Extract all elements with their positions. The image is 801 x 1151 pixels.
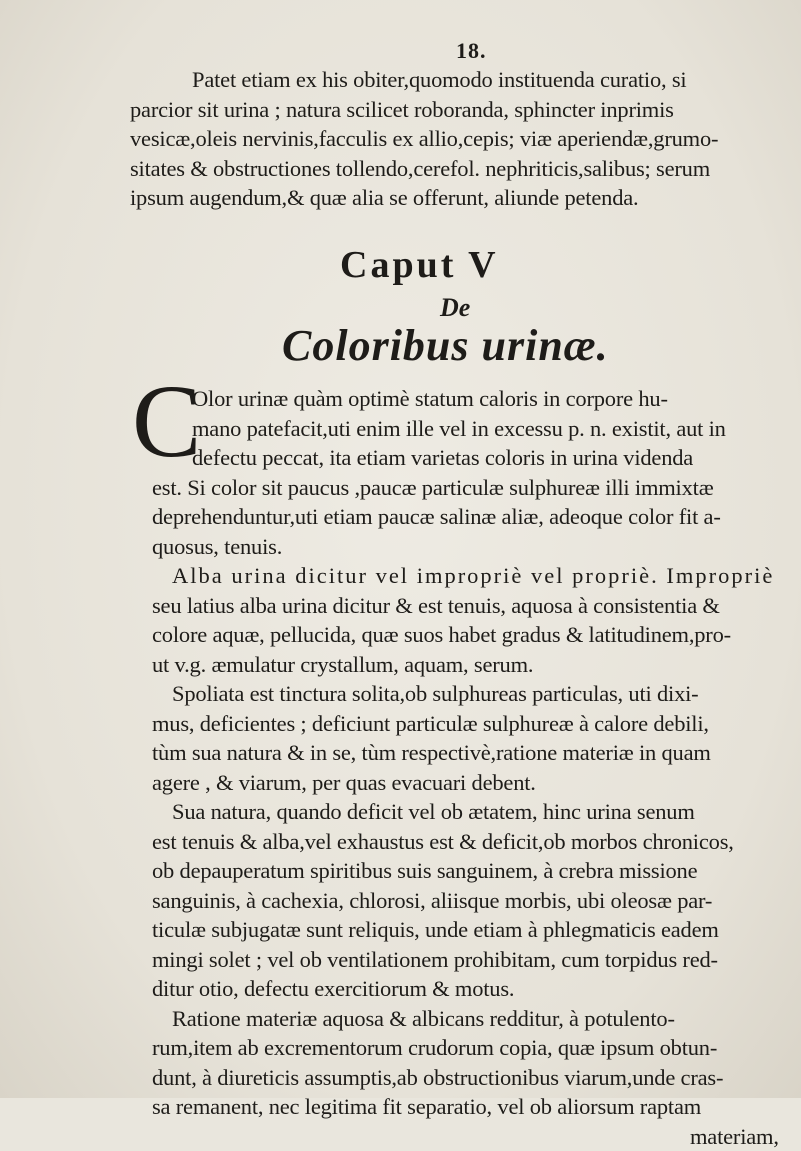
drop-cap: C [132,372,201,472]
text-line: quosus, tenuis. [130,532,790,562]
text-line: deprehenduntur,uti etiam paucæ salinæ aliæ, adeoque color fit a- [130,502,790,532]
text-line: Sua natura, quando deficit vel ob ætatem, hinc urina senum [130,797,790,827]
text-line: Patet etiam ex his obiter,quomodo instituenda curatio, si [130,65,790,95]
text-line: agere , & viarum, per quas evacuari debent. [130,768,790,798]
text-line: colore aquæ, pellucida, quæ suos habet gradus & latitudinem,pro- [130,620,790,650]
text-line: defectu peccat, ita etiam varietas coloris in urina videnda [130,443,790,473]
text-line: parcior sit urina ; natura scilicet roboranda, sphincter inprimis [130,95,790,125]
text-line: sa remanent, nec legitima fit separatio, vel ob aliorsum raptam [130,1092,790,1122]
text-line: ticulæ subjugatæ sunt reliquis, unde etiam à phlegmaticis eadem [130,915,790,945]
text-line: ut v.g. æmulatur crystallum, aquam, serum. [130,650,790,680]
text-line: dunt, à diureticis assumptis,ab obstructionibus viarum,unde cras- [130,1063,790,1093]
body-text [130,561,790,1151]
page-number: 18. [456,38,487,64]
text-line: sanguinis, à cachexia, chlorosi, aliisque morbis, ubi oleosæ par- [130,886,790,916]
chapter-title: Coloribus urinæ. [282,320,609,371]
text-line: Olor urinæ quàm optimè statum caloris in corpore hu- [130,384,790,414]
text-line: est tenuis & alba,vel exhaustus est & deficit,ob morbos chronicos, [130,827,790,857]
text-line: Alba urina dicitur vel impropriè vel propriè. Impropriè [130,561,790,591]
text-line: mano patefacit,uti enim ille vel in excessu p. n. existit, aut in [130,414,790,444]
text-line: ob depauperatum spiritibus suis sanguinem, à crebra missione [130,856,790,886]
text-line: sitates & obstructiones tollendo,cerefol. nephriticis,salibus; serum [130,154,790,184]
text-line: tùm sua natura & in se, tùm respectivè,ratione materiæ in quam [130,738,790,768]
chapter-heading: Caput V [340,243,499,287]
text-line: mingi solet ; vel ob ventilationem prohibitam, cum torpidus red- [130,945,790,975]
intro-paragraph [130,65,790,213]
text-line: ipsum augendum,& quæ alia se offerunt, aliunde petenda. [130,183,790,213]
text-line: Ratione materiæ aquosa & albicans redditur, à potulento- [130,1004,790,1034]
text-line: seu latius alba urina dicitur & est tenuis, aquosa à consistentia & [130,591,790,621]
text-line: est. Si color sit paucus ,paucæ particulæ sulphureæ illi immixtæ [130,473,790,503]
text-line: rum,item ab excrementorum crudorum copia, quæ ipsum obtun- [130,1033,790,1063]
text-line: vesicæ,oleis nervinis,facculis ex allio,cepis; viæ aperiendæ,grumo- [130,124,790,154]
text-line: ditur otio, defectu exercitiorum & motus. [130,974,790,1004]
text-line: mus, deficientes ; deficiunt particulæ sulphureæ à calore debili, [130,709,790,739]
chapter-de: De [440,293,470,323]
text-line: Spoliata est tinctura solita,ob sulphureas particulas, uti dixi- [130,679,790,709]
first-paragraph [130,384,790,561]
catchword: materiam, [130,1122,790,1151]
